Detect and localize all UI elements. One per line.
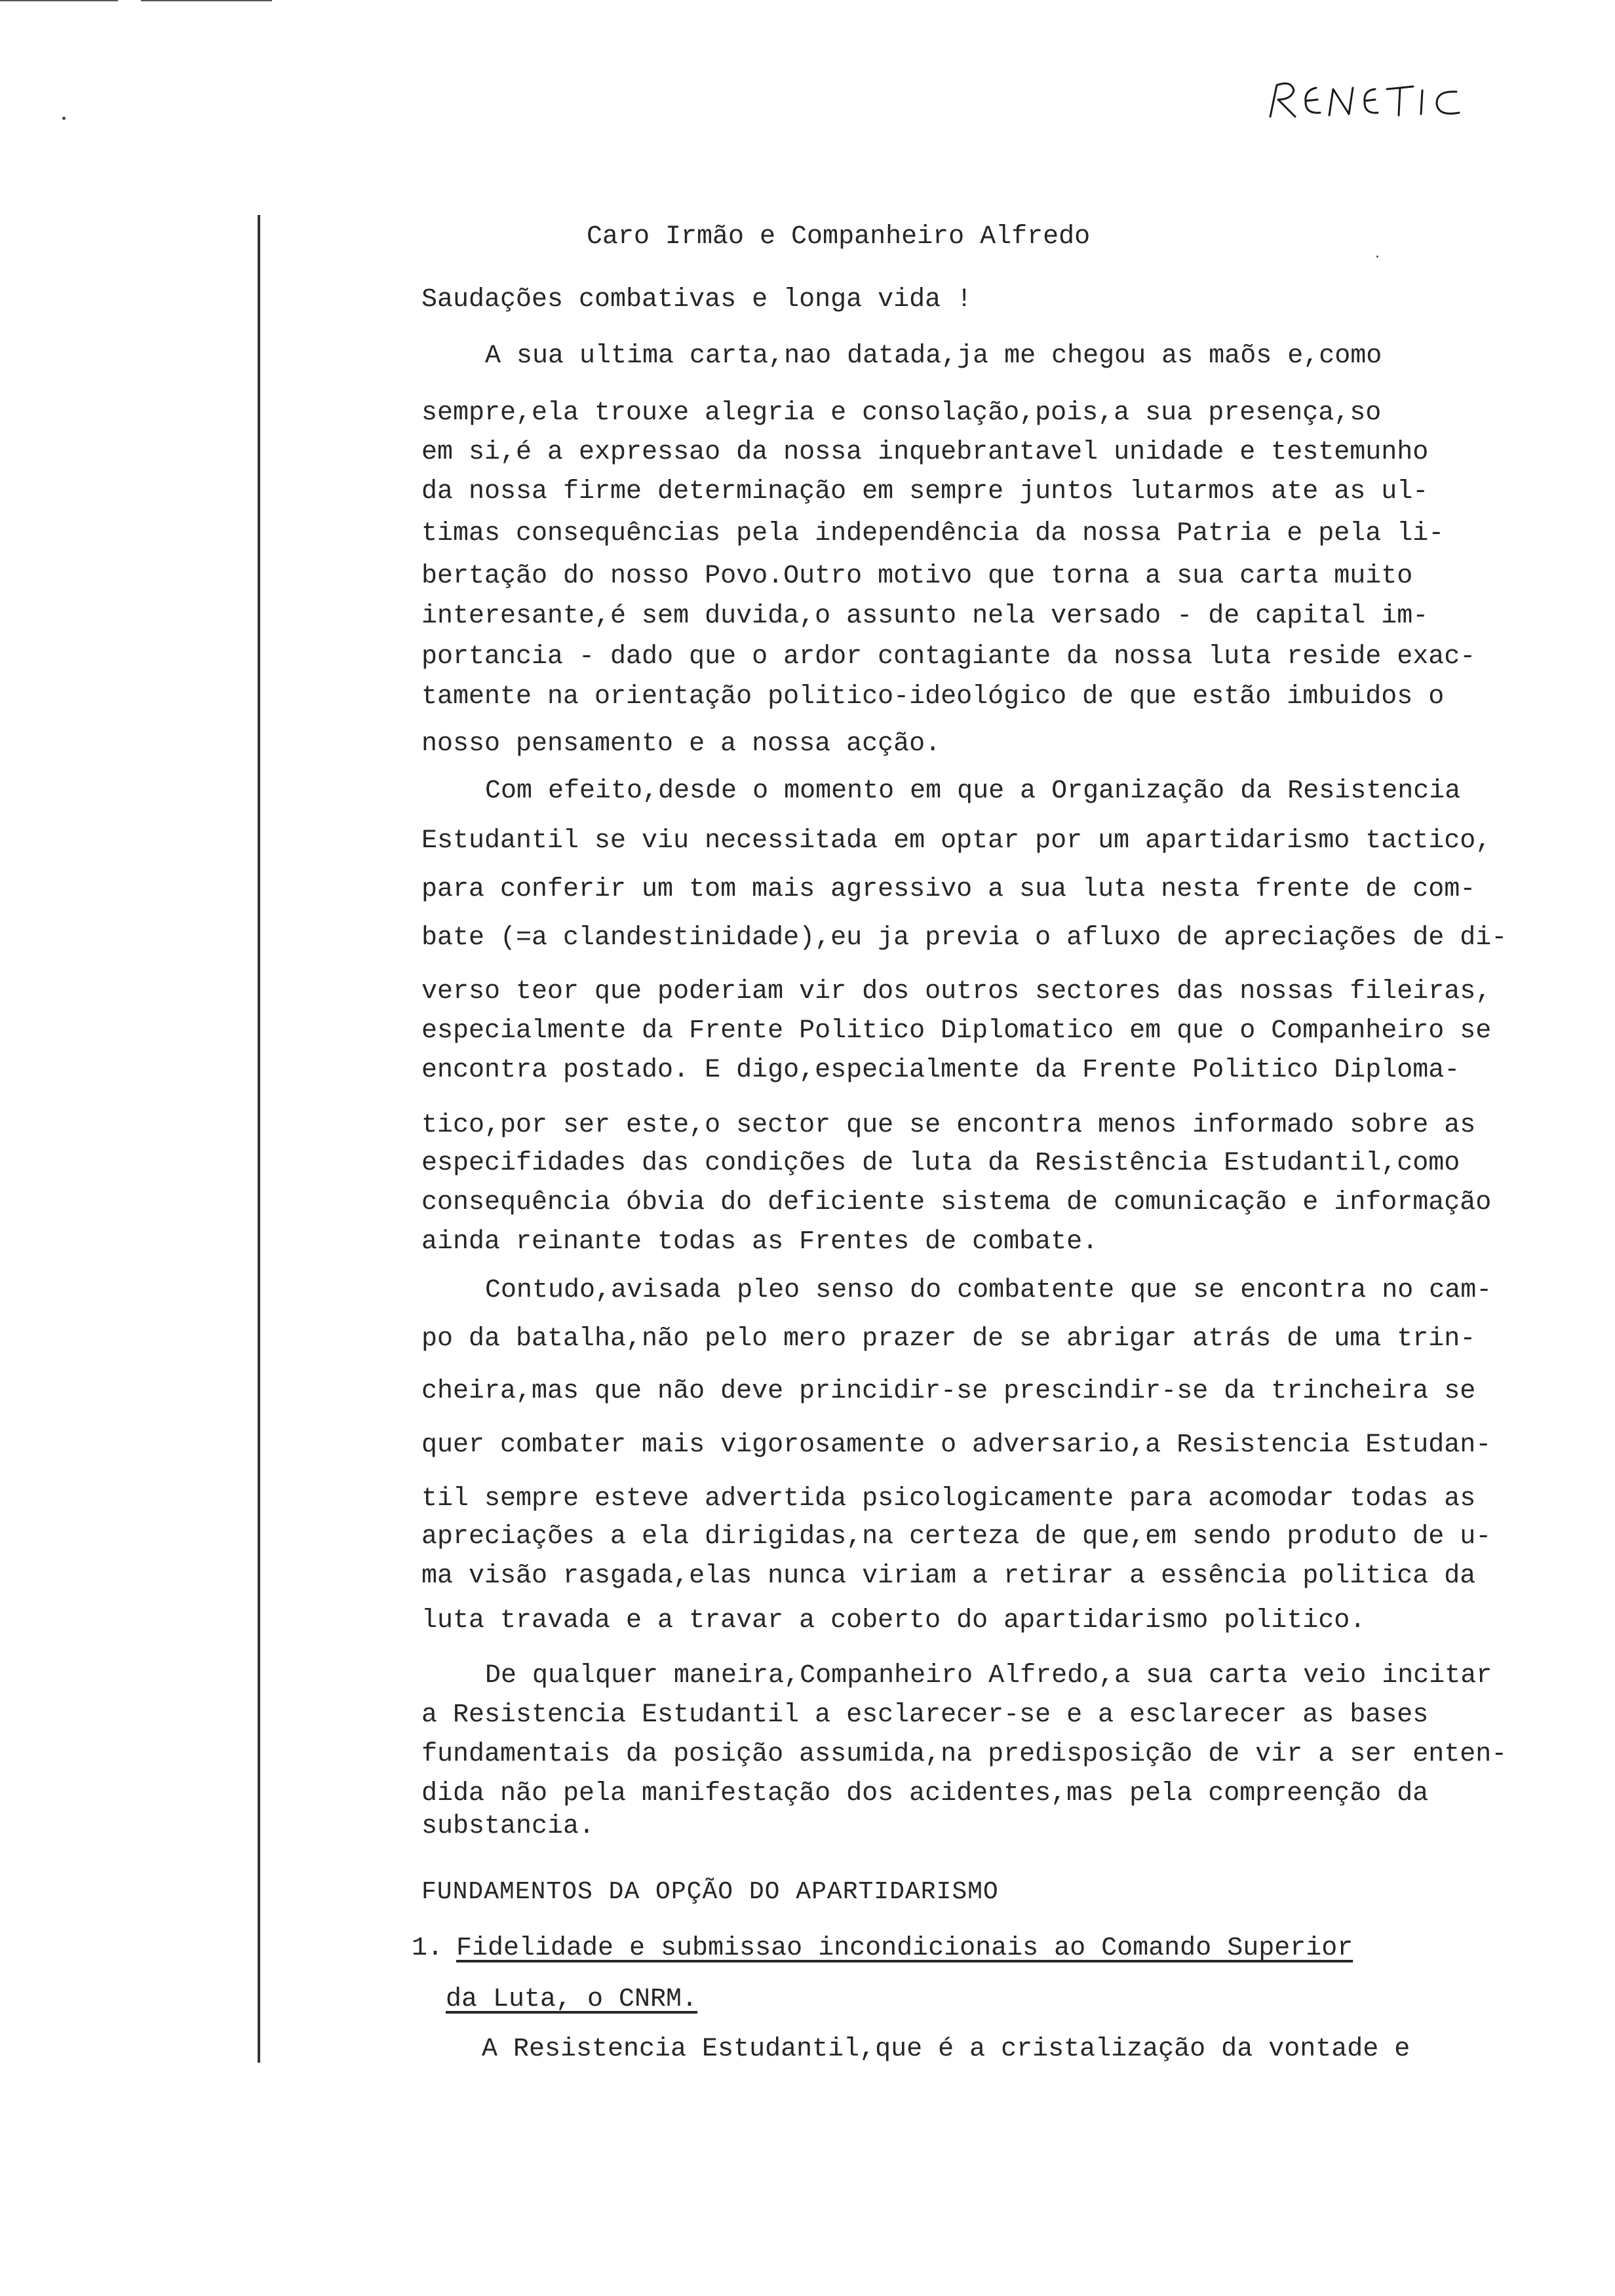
subheading-line: Fidelidade e submissao incondicionais ao Comando Superior bbox=[456, 1934, 1353, 1963]
paragraph-line: em si,é a expressao da nossa inquebrantavel unidade e testemunho bbox=[421, 438, 1429, 467]
subheading-line: da Luta, o CNRM. bbox=[446, 1985, 698, 2014]
paragraph-line: quer combater mais vigorosamente o adversario,a Resistencia Estudan- bbox=[421, 1430, 1492, 1460]
paragraph-line: cheira,mas que não deve princidir-se prescindir-se da trincheira se bbox=[421, 1377, 1476, 1406]
paragraph-line: De qualquer maneira,Companheiro Alfredo,a sua carta veio incitar bbox=[485, 1661, 1492, 1691]
paragraph-line: interesante,é sem duvida,o assunto nela versado - de capital im- bbox=[421, 602, 1429, 631]
paragraph-line: po da batalha,não pelo mero prazer de se abrigar atrás de uma trin- bbox=[421, 1324, 1476, 1354]
paragraph-line: especifidades das condições de luta da Resistência Estudantil,como bbox=[421, 1149, 1460, 1178]
paragraph-line: til sempre esteve advertida psicologicamente para acomodar todas as bbox=[421, 1484, 1476, 1514]
paragraph-line: a Resistencia Estudantil a esclarecer-se e a esclarecer as bases bbox=[421, 1700, 1429, 1730]
paragraph-line: A Resistencia Estudantil,que é a cristalização da vontade e bbox=[482, 2035, 1411, 2064]
paragraph-line: da nossa firme determinação em sempre juntos lutarmos ate as ul- bbox=[421, 477, 1429, 507]
scan-speck bbox=[62, 117, 66, 120]
paragraph-line: dida não pela manifestação dos acidentes,mas pela compreenção da bbox=[421, 1779, 1429, 1808]
section-heading: FUNDAMENTOS DA OPÇÃO DO APARTIDARISMO bbox=[421, 1878, 999, 1906]
paragraph-line: luta travada e a travar a coberto do apartidarismo politico. bbox=[421, 1606, 1366, 1636]
scan-artifact-line bbox=[141, 0, 272, 1]
paragraph-line: nosso pensamento e a nossa acção. bbox=[421, 729, 941, 759]
paragraph-line: verso teor que poderiam vir dos outros sectores das nossas fileiras, bbox=[421, 977, 1492, 1006]
paragraph-line: bertação do nosso Povo.Outro motivo que torna a sua carta muito bbox=[421, 562, 1413, 591]
paragraph-line: Com efeito,desde o momento em que a Organização da Resistencia bbox=[485, 776, 1461, 806]
paragraph-line: consequência óbvia do deficiente sistema de comunicação e informação bbox=[421, 1188, 1492, 1217]
paragraph-line: tamente na orientação politico-ideológico de que estão imbuidos o bbox=[421, 682, 1445, 712]
paragraph-line: A sua ultima carta,nao datada,ja me chegou as maõs e,como bbox=[485, 341, 1382, 371]
paragraph-line: fundamentais da posição assumida,na predisposição de vir a ser enten- bbox=[421, 1740, 1508, 1769]
paragraph-line: apreciações a ela dirigidas,na certeza de que,em sendo produto de u- bbox=[421, 1522, 1492, 1552]
paragraph-line: substancia. bbox=[421, 1812, 595, 1841]
letter-salutation: Caro Irmão e Companheiro Alfredo bbox=[587, 222, 1091, 252]
scan-artifact-line bbox=[0, 0, 118, 1]
paragraph-line: sempre,ela trouxe alegria e consolação,pois,a sua presença,so bbox=[421, 398, 1382, 428]
letter-greeting: Saudações combativas e longa vida ! bbox=[421, 285, 973, 315]
scan-speck bbox=[1376, 256, 1378, 258]
paragraph-line: bate (=a clandestinidade),eu ja previa o afluxo de apreciações de di- bbox=[421, 923, 1508, 953]
paragraph-line: Contudo,avisada pleo senso do combatente que se encontra no cam- bbox=[485, 1276, 1492, 1305]
left-margin-rule bbox=[258, 215, 260, 2063]
paragraph-line: para conferir um tom mais agressivo a sua luta nesta frente de com- bbox=[421, 875, 1476, 904]
paragraph-line: especialmente da Frente Politico Diplomatico em que o Companheiro se bbox=[421, 1016, 1492, 1046]
paragraph-line: Estudantil se viu necessitada em optar por um apartidarismo tactico, bbox=[421, 826, 1492, 856]
paragraph-line: timas consequências pela independência da nossa Patria e pela li- bbox=[421, 519, 1445, 548]
paragraph-line: tico,por ser este,o sector que se encontra menos informado sobre as bbox=[421, 1111, 1476, 1140]
handwritten-note-renetil bbox=[1265, 71, 1475, 130]
paragraph-line: encontra postado. E digo,especialmente da Frente Politico Diploma- bbox=[421, 1056, 1460, 1085]
paragraph-line: portancia - dado que o ardor contagiante da nossa luta reside exac- bbox=[421, 642, 1476, 672]
paragraph-line: ainda reinante todas as Frentes de combate. bbox=[421, 1227, 1099, 1257]
paragraph-line: ma visão rasgada,elas nunca viriam a retirar a essência politica da bbox=[421, 1561, 1476, 1591]
subheading-number: 1. bbox=[412, 1934, 444, 1963]
